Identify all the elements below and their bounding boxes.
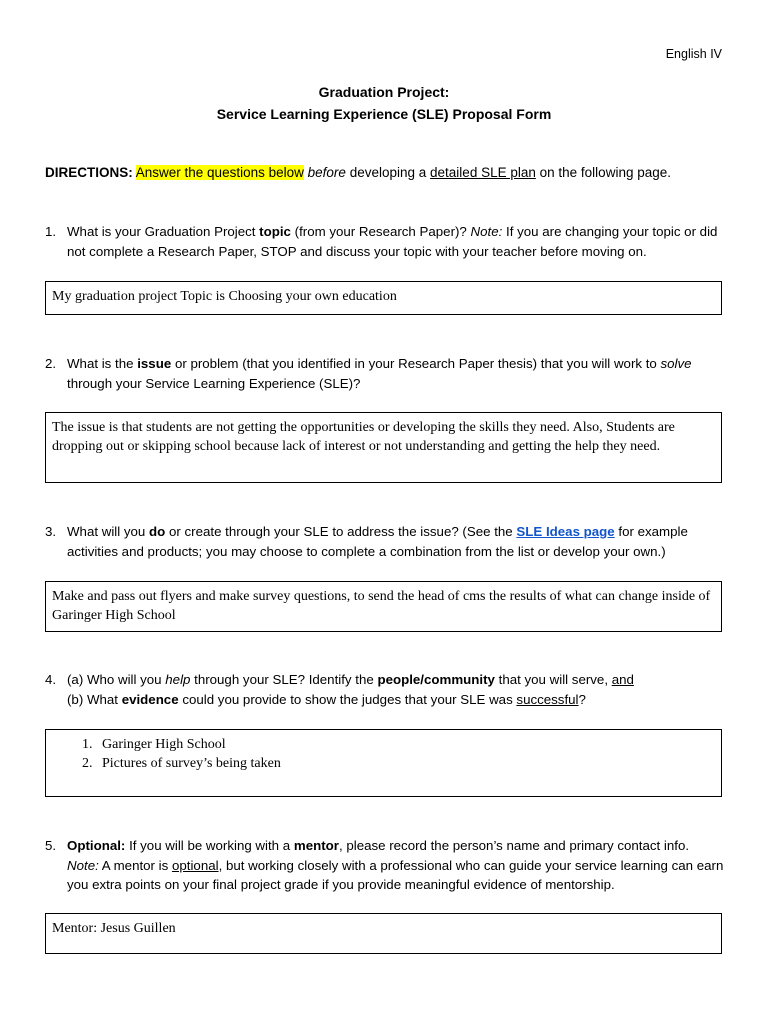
answer-2-text: The issue is that students are not getting the opportunities or developing the skills they need. Also, Students are dropping out or skipping school because lack of interest or not understanding and getting the help they need. [52, 420, 675, 454]
answer-4-list [52, 736, 715, 773]
question-number: 1. [45, 224, 57, 239]
q3-text-d: for example activities and products; you may choose to complete a combination from the list or develop your own.) [67, 524, 688, 559]
q5-text-d: , please record the person’s name and primary contact info. [338, 838, 690, 853]
answer-1-text: My graduation project Topic is Choosing your own education [52, 289, 397, 304]
q3-text-c: or create through your SLE to address the issue? (See the [168, 524, 513, 539]
q4-text-c: through your SLE? Identify the [194, 672, 374, 687]
question-2 [45, 354, 735, 393]
q1-text-c: (from your Research Paper)? [294, 224, 467, 239]
q5-mentor-bold: mentor [293, 838, 339, 853]
question-3 [45, 522, 735, 561]
answer-box-5[interactable] [45, 913, 722, 954]
q2-text-c: or problem (that you identified in your Research Paper thesis) that you will work to [174, 356, 657, 371]
question-number: 4. [45, 672, 57, 687]
q3-do-bold: do [149, 524, 166, 539]
q5-text-h: , but working closely with a professional who can guide your service learning can earn you extra points on your final project grade if you provide meaningful evidence of mentorship. [67, 857, 724, 892]
question-number: 2. [45, 356, 57, 371]
q4-text-i: could you provide to show the judges that your SLE was [182, 691, 513, 707]
question-number: 3. [45, 524, 57, 539]
q2-text-a: What is the [67, 356, 134, 371]
question-4 [45, 670, 735, 709]
list-item: 2. Pictures of survey’s being taken [96, 755, 715, 774]
directions-mid: developing a [349, 165, 427, 180]
q4-people-bold: people/community [377, 672, 495, 687]
q2-issue-bold: issue [137, 356, 172, 371]
form-title-line2: Service Learning Experience (SLE) Proposal Form [216, 106, 552, 122]
q4-question-mark: ? [578, 691, 586, 707]
directions-before: before [307, 165, 346, 180]
directions-plan: detailed SLE plan [430, 165, 536, 180]
q4-help-italic: help [165, 672, 191, 687]
directions-end: on the following page. [539, 165, 671, 180]
list-item: 1. Garinger High School [96, 736, 715, 755]
directions-highlight: Answer the questions below [135, 165, 304, 180]
q4-evidence-bold: evidence [121, 691, 179, 707]
question-5 [45, 836, 735, 895]
q4-text-e: that you will serve, [498, 672, 609, 687]
directions [45, 165, 671, 180]
q2-text-e: through your Service Learning Experience (SLE)? [67, 375, 361, 391]
q5-text-f: A mentor is [101, 857, 169, 873]
q5-text-b: If you will be working with a [129, 838, 291, 853]
course-label: English IV [665, 47, 722, 61]
question-number: 5. [45, 838, 57, 853]
answer-box-2[interactable] [45, 412, 722, 483]
answer-box-4[interactable] [45, 729, 722, 797]
q4-and-underline: and [611, 672, 634, 687]
directions-label: DIRECTIONS: [45, 165, 133, 180]
q1-topic-bold: topic [259, 224, 291, 239]
q1-text-e: If you are changing your topic or did not complete a Research Paper, STOP and discuss your topic with your teacher before moving on. [67, 224, 718, 259]
q4-text-a: (a) Who will you [67, 672, 162, 687]
q2-solve-italic: solve [660, 356, 692, 371]
sle-ideas-link[interactable]: SLE Ideas page [516, 524, 615, 539]
answer-3-text: Make and pass out flyers and make survey questions, to send the head of cms the results of what can change inside of Garinger High School [52, 589, 711, 623]
question-1 [45, 222, 735, 261]
q1-text-a: What is your Graduation Project [67, 224, 256, 239]
answer-box-3[interactable] [45, 581, 722, 632]
q4-text-g: (b) What [67, 691, 118, 707]
q4-successful-underline: successful [516, 691, 579, 707]
q5-note: Note: [67, 857, 99, 873]
q5-optional-bold: Optional: [67, 838, 126, 853]
form-title-line1: Graduation Project: [318, 84, 450, 100]
q5-optional-underline: optional [171, 857, 219, 873]
q3-text-a: What will you [67, 524, 146, 539]
q1-note: Note: [470, 224, 503, 239]
answer-box-1[interactable] [45, 281, 722, 315]
answer-5-text: Mentor: Jesus Guillen [52, 921, 176, 936]
